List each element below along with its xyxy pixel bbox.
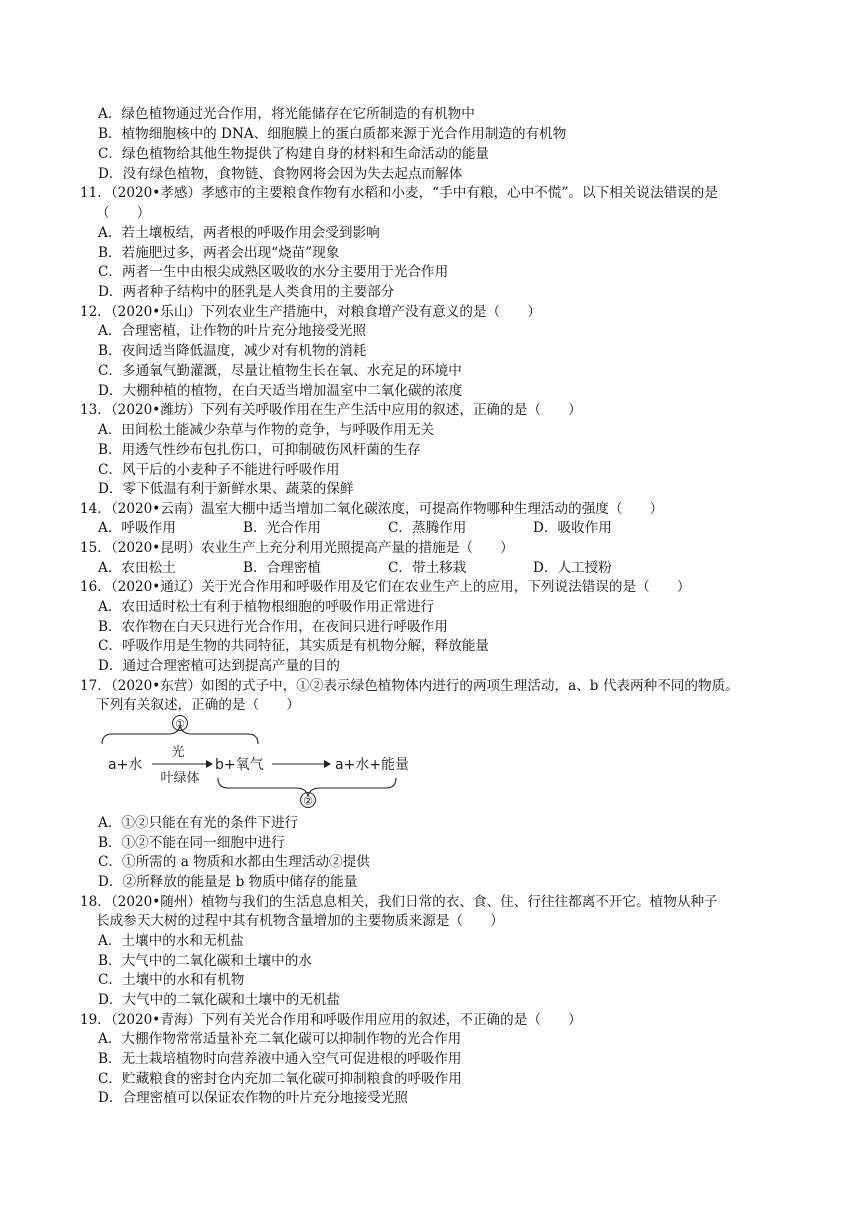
q11-stem-cont: （ ） [96, 205, 151, 221]
q10-option-c: C．绿色植物给其他生物提供了构建自身的材料和生命活动的能量 [98, 146, 490, 162]
q14-option-b: B．光合作用 [243, 520, 321, 536]
q16-option-d: D．通过合理密植可达到提高产量的目的 [98, 658, 340, 674]
q12-stem: 12．（2020•乐山）下列农业生产措施中，对粮食增产没有意义的是（ ） [80, 304, 541, 320]
q11-option-c: C．两者一生中由根尖成熟区吸收的水分主要用于光合作用 [98, 264, 449, 280]
brace-2 [218, 778, 396, 796]
light-label: 光 [171, 745, 185, 760]
q13-option-c: C．风干后的小麦种子不能进行呼吸作用 [98, 462, 340, 478]
q12-option-a: A．合理密植，让作物的叶片充分地接受光照 [98, 323, 367, 339]
q13-option-a: A．田间松土能减少杂草与作物的竞争，与呼吸作用无关 [98, 422, 435, 438]
q14-option-a: A．呼吸作用 [98, 520, 176, 536]
q15-option-a: A．农田松土 [98, 560, 176, 576]
q17-stem: 17．（2020•东营）如图的式子中，①②表示绿色植物体内进行的两项生理活动，a、b 代表两种不同的物质。 [80, 678, 739, 694]
products: b+氧气 [215, 757, 264, 773]
label-1: ① [175, 717, 185, 731]
q16-option-b: B．农作物在白天只进行光合作用，在夜间只进行呼吸作用 [98, 619, 448, 635]
chlorophyll-label: 叶绿体 [160, 771, 200, 786]
q15-options [98, 558, 738, 578]
q12-option-b: B．夜间适当降低温度，减少对有机物的消耗 [98, 343, 367, 359]
q18-option-c: C．土壤中的水和有机物 [98, 972, 245, 988]
q14-options [98, 518, 738, 538]
q16-option-c: C．呼吸作用是生物的共同特征，其实质是有机物分解，释放能量 [98, 638, 490, 654]
q18-stem: 18．（2020•随州）植物与我们的生活息息相关，我们日常的衣、食、住、行往往都离不开它。植物从种子 [80, 894, 718, 910]
q17-option-a: A．①②只能在有光的条件下进行 [98, 815, 299, 831]
q14-stem: 14．（2020•云南）温室大棚中适当增加二氧化碳浓度，可提高作物哪种生理活动的强度（ ） [80, 501, 664, 517]
q10-option-d: D．没有绿色植物，食物链、食物网将会因为失去起点而解体 [98, 166, 463, 182]
q11-option-a: A．若土壤板结，两者根的呼吸作用会受到影响 [98, 225, 380, 241]
q19-option-a: A．大棚作物常常适量补充二氧化碳可以抑制作物的光合作用 [98, 1031, 462, 1047]
q12-option-d: D．大棚种植的植物，在白天适当增加温室中二氧化碳的浓度 [98, 383, 463, 399]
q11-option-d: D．两者种子结构中的胚乳是人类食用的主要部分 [98, 284, 395, 300]
q19-option-c: C．贮藏粮食的密封仓内充加二氧化碳可抑制粮食的呼吸作用 [98, 1071, 462, 1087]
q18-option-d: D．大气中的二氧化碳和土壤中的无机盐 [98, 992, 340, 1008]
q10-option-b: B．植物细胞核中的 DNA、细胞膜上的蛋白质都来源于光合作用制造的有机物 [98, 126, 567, 142]
q15-option-b: B．合理密植 [243, 560, 321, 576]
q19-option-d: D．合理密植可以保证农作物的叶片充分地接受光照 [98, 1090, 408, 1106]
q17-stem-cont: 下列有关叙述，正确的是（ ） [96, 697, 300, 713]
q18-option-b: B．大气中的二氧化碳和土壤中的水 [98, 953, 312, 969]
q15-stem: 15．（2020•昆明）农业生产上充分利用光照提高产量的措施是（ ） [80, 540, 514, 556]
q13-stem: 13．（2020•潍坊）下列有关呼吸作用在生产生活中应用的叙述，正确的是（ ） [80, 402, 582, 418]
q14-option-c: C．蒸腾作用 [388, 520, 467, 536]
arrow-1-head-icon [206, 760, 213, 768]
q16-option-a: A．农田适时松土有利于植物根细胞的呼吸作用正常进行 [98, 599, 435, 615]
q17-option-c: C．①所需的 a 物质和水都由生理活动②提供 [98, 854, 370, 870]
arrow-2-head-icon [324, 760, 331, 768]
q14-option-d: D．吸收作用 [533, 520, 612, 536]
q19-option-b: B．无土栽培植物时向营养液中通入空气可促进根的呼吸作用 [98, 1051, 462, 1067]
q13-option-d: D．零下低温有利于新鲜水果、蔬菜的保鲜 [98, 481, 354, 497]
q17-option-b: B．①②不能在同一细胞中进行 [98, 835, 285, 851]
reactants: a+水 [108, 757, 143, 773]
respiration-products: a+水+能量 [335, 757, 410, 773]
q13-option-b: B．用透气性纱布包扎伤口，可抑制破伤风杆菌的生存 [98, 442, 421, 458]
q10-option-a: A．绿色植物通过光合作用，将光能储存在它所制造的有机物中 [98, 106, 475, 122]
q12-option-c: C．多通氧气勤灌溉，尽量让植物生长在氧、水充足的环境中 [98, 363, 462, 379]
q15-option-d: D．人工授粉 [533, 560, 612, 576]
q11-stem: 11．（2020•孝感）孝感市的主要粮食作物有水稻和小麦，“手中有粮，心中不慌”。以下相关说法错误的是 [80, 185, 718, 201]
q11-option-b: B．若施肥过多，两者会出现“烧苗”现象 [98, 245, 340, 261]
q18-option-a: A．土壤中的水和无机盐 [98, 933, 244, 949]
q19-stem: 19．（2020•青海）下列有关光合作用和呼吸作用应用的叙述，不正确的是（ ） [80, 1012, 582, 1028]
q17-option-d: D．②所释放的能量是 b 物质中储存的能量 [98, 874, 358, 890]
label-2: ② [303, 794, 313, 808]
q18-stem-cont: 长成参天大树的过程中其有机物含量增加的主要物质来源是（ ） [96, 913, 504, 929]
q15-option-c: C．带土移栽 [388, 560, 467, 576]
photosynthesis-respiration-diagram [100, 714, 410, 810]
q16-stem: 16．（2020•通辽）关于光合作用和呼吸作用及它们在农业生产上的应用，下列说法错误的是（ ） [80, 579, 691, 595]
